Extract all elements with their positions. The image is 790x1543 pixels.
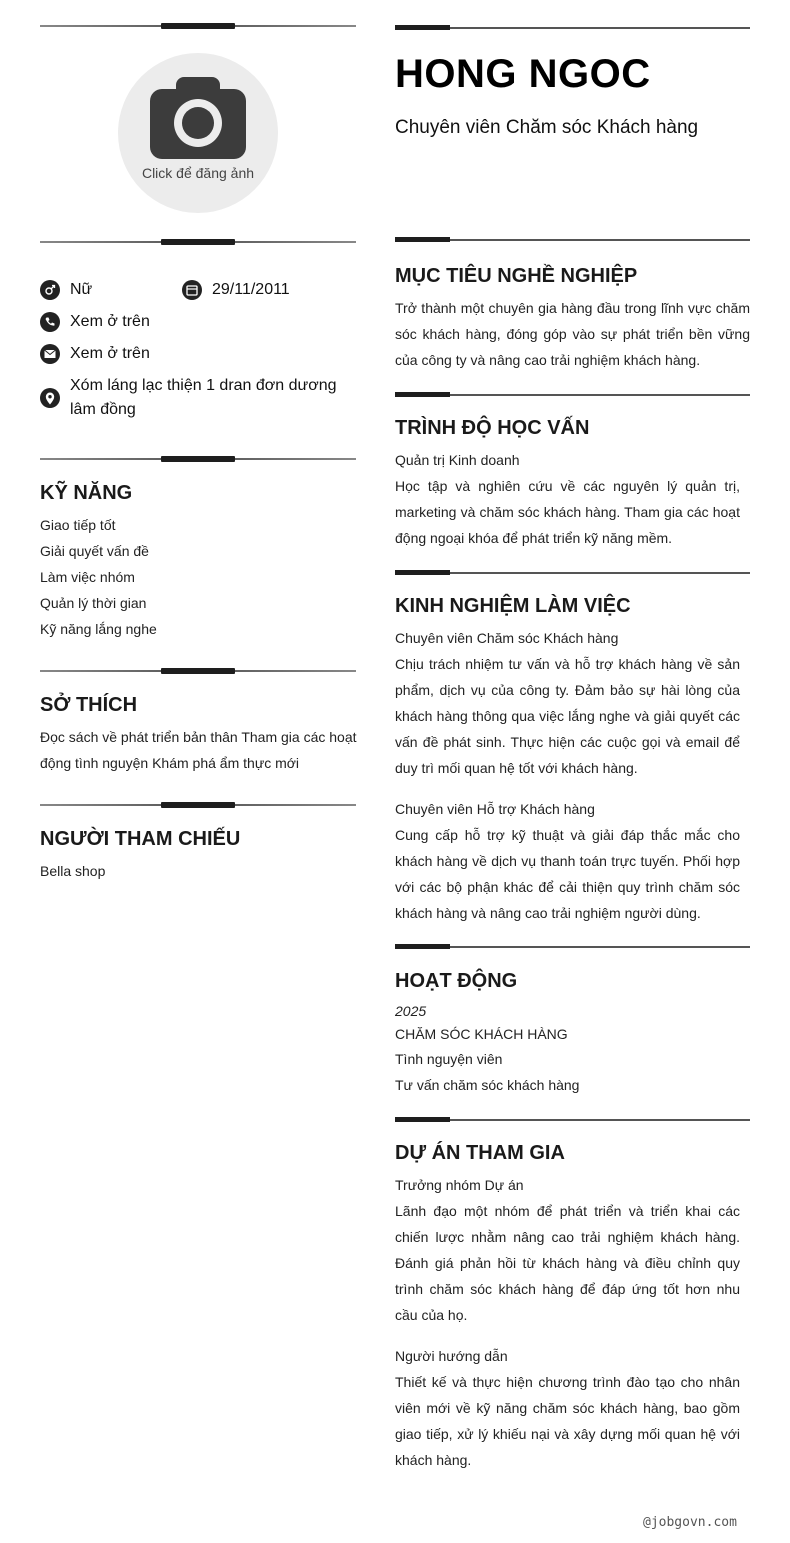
education-text: Học tập và nghiên cứu về các nguyên lý quản trị, marketing và chăm sóc khách hàng. Tham gia các hoạt động ngoại khóa để phát triển kỹ năng mềm. (395, 478, 740, 546)
activities-org: CHĂM SÓC KHÁCH HÀNG (395, 1026, 568, 1042)
right-divider (395, 25, 750, 31)
right-divider (395, 237, 750, 243)
left-divider (40, 801, 356, 809)
activities-desc: Tư vấn chăm sóc khách hàng (395, 1077, 580, 1093)
photo-upload[interactable] (118, 53, 278, 213)
footer-watermark: @jobgovn.com (643, 1515, 737, 1530)
left-divider (40, 238, 356, 246)
envelope-icon (40, 344, 60, 364)
education-title: TRÌNH ĐỘ HỌC VẤN (395, 417, 590, 439)
phone-row (40, 310, 150, 334)
birthday-value: 29/11/2011 (212, 281, 290, 298)
activities-title: HOẠT ĐỘNG (395, 970, 518, 992)
project-role: Người hướng dẫn (395, 1348, 508, 1364)
experience-title: KINH NGHIỆM LÀM VIỆC (395, 595, 631, 617)
candidate-title: Chuyên viên Chăm sóc Khách hàng (395, 117, 699, 138)
email-row (40, 342, 150, 366)
projects-title: DỰ ÁN THAM GIA (395, 1142, 565, 1164)
gender-icon (40, 280, 60, 300)
experience-text: Chịu trách nhiệm tư vấn và hỗ trợ khách hàng về sản phẩm, dịch vụ của công ty. Đảm bảo sự hài lòng của khách hàng thông qua việc lắng nghe và giải quyết các vấn đề phát sinh. Thực hiện các cuộc gọi và email để duy trì mối quan hệ tốt với khách hàng. (395, 656, 740, 776)
gender-row (40, 278, 92, 302)
camera-icon (150, 75, 246, 159)
hobbies-line2: động tình nguyện Khám phá ẩm thực mới (40, 755, 300, 771)
right-divider (395, 570, 750, 576)
references-value: Bella shop (40, 863, 106, 879)
address-row (40, 374, 356, 422)
address-line2: lâm đồng (70, 401, 136, 418)
skill-item: Giao tiếp tốt (40, 517, 116, 533)
activities-role: Tình nguyện viên (395, 1051, 503, 1067)
phone-value: Xem ở trên (70, 313, 150, 330)
skill-item: Kỹ năng lắng nghe (40, 621, 157, 637)
email-value: Xem ở trên (70, 345, 150, 362)
gender-value: Nữ (70, 281, 93, 298)
project-role: Trưởng nhóm Dự án (395, 1177, 524, 1193)
hobbies-title: SỞ THÍCH (40, 694, 138, 716)
birthday-row (182, 278, 290, 302)
activities-year: 2025 (395, 1003, 427, 1019)
calendar-icon (182, 280, 202, 300)
skill-item: Làm việc nhóm (40, 569, 135, 585)
project-text: Thiết kế và thực hiện chương trình đào tạo cho nhân viên mới về kỹ năng chăm sóc khách hàng, bao gồm giao tiếp, xử lý khiếu nại và xây dựng mối quan hệ với khách hàng. (395, 1374, 740, 1468)
left-divider (40, 455, 356, 463)
right-divider (395, 1117, 750, 1123)
left-divider (40, 22, 356, 30)
right-divider (395, 944, 750, 950)
candidate-name: HONG NGOC (395, 52, 651, 96)
objective-title: MỤC TIÊU NGHỀ NGHIỆP (395, 265, 638, 287)
project-text: Lãnh đạo một nhóm để phát triển và triển khai các chiến lược nhằm nâng cao trải nghiệm khách hàng. Đánh giá phản hồi từ khách hàng và điều chỉnh quy trình chăm sóc khách hàng để đáp ứng tốt hơn nhu cầu của họ. (395, 1203, 740, 1323)
left-divider (40, 667, 356, 675)
skill-item: Giải quyết vấn đề (40, 543, 149, 559)
address-line1: Xóm láng lạc thiện 1 dran đơn dương (70, 377, 337, 394)
phone-icon (40, 312, 60, 332)
education-major: Quản trị Kinh doanh (395, 452, 520, 468)
location-pin-icon (40, 388, 60, 408)
photo-caption: Click để đăng ảnh (141, 165, 255, 181)
skills-title: KỸ NĂNG (40, 482, 133, 504)
objective-text: Trở thành một chuyên gia hàng đầu trong lĩnh vực chăm sóc khách hàng, đóng góp vào sự phát triển bền vững của công ty và nâng cao trải nghiệm khách hàng. (395, 300, 750, 368)
experience-text: Cung cấp hỗ trợ kỹ thuật và giải đáp thắc mắc cho khách hàng về dịch vụ thanh toán trực tuyến. Phối hợp với các bộ phận khác để cải thiện quy trình chăm sóc khách hàng và nâng cao trải nghiệm người dùng. (395, 827, 740, 921)
experience-position: Chuyên viên Chăm sóc Khách hàng (395, 630, 619, 646)
references-title: NGƯỜI THAM CHIẾU (40, 828, 241, 850)
hobbies-line1: Đọc sách về phát triển bản thân Tham gia các hoạt (40, 729, 357, 745)
experience-position: Chuyên viên Hỗ trợ Khách hàng (395, 801, 595, 817)
right-divider (395, 392, 750, 398)
skill-item: Quản lý thời gian (40, 595, 147, 611)
